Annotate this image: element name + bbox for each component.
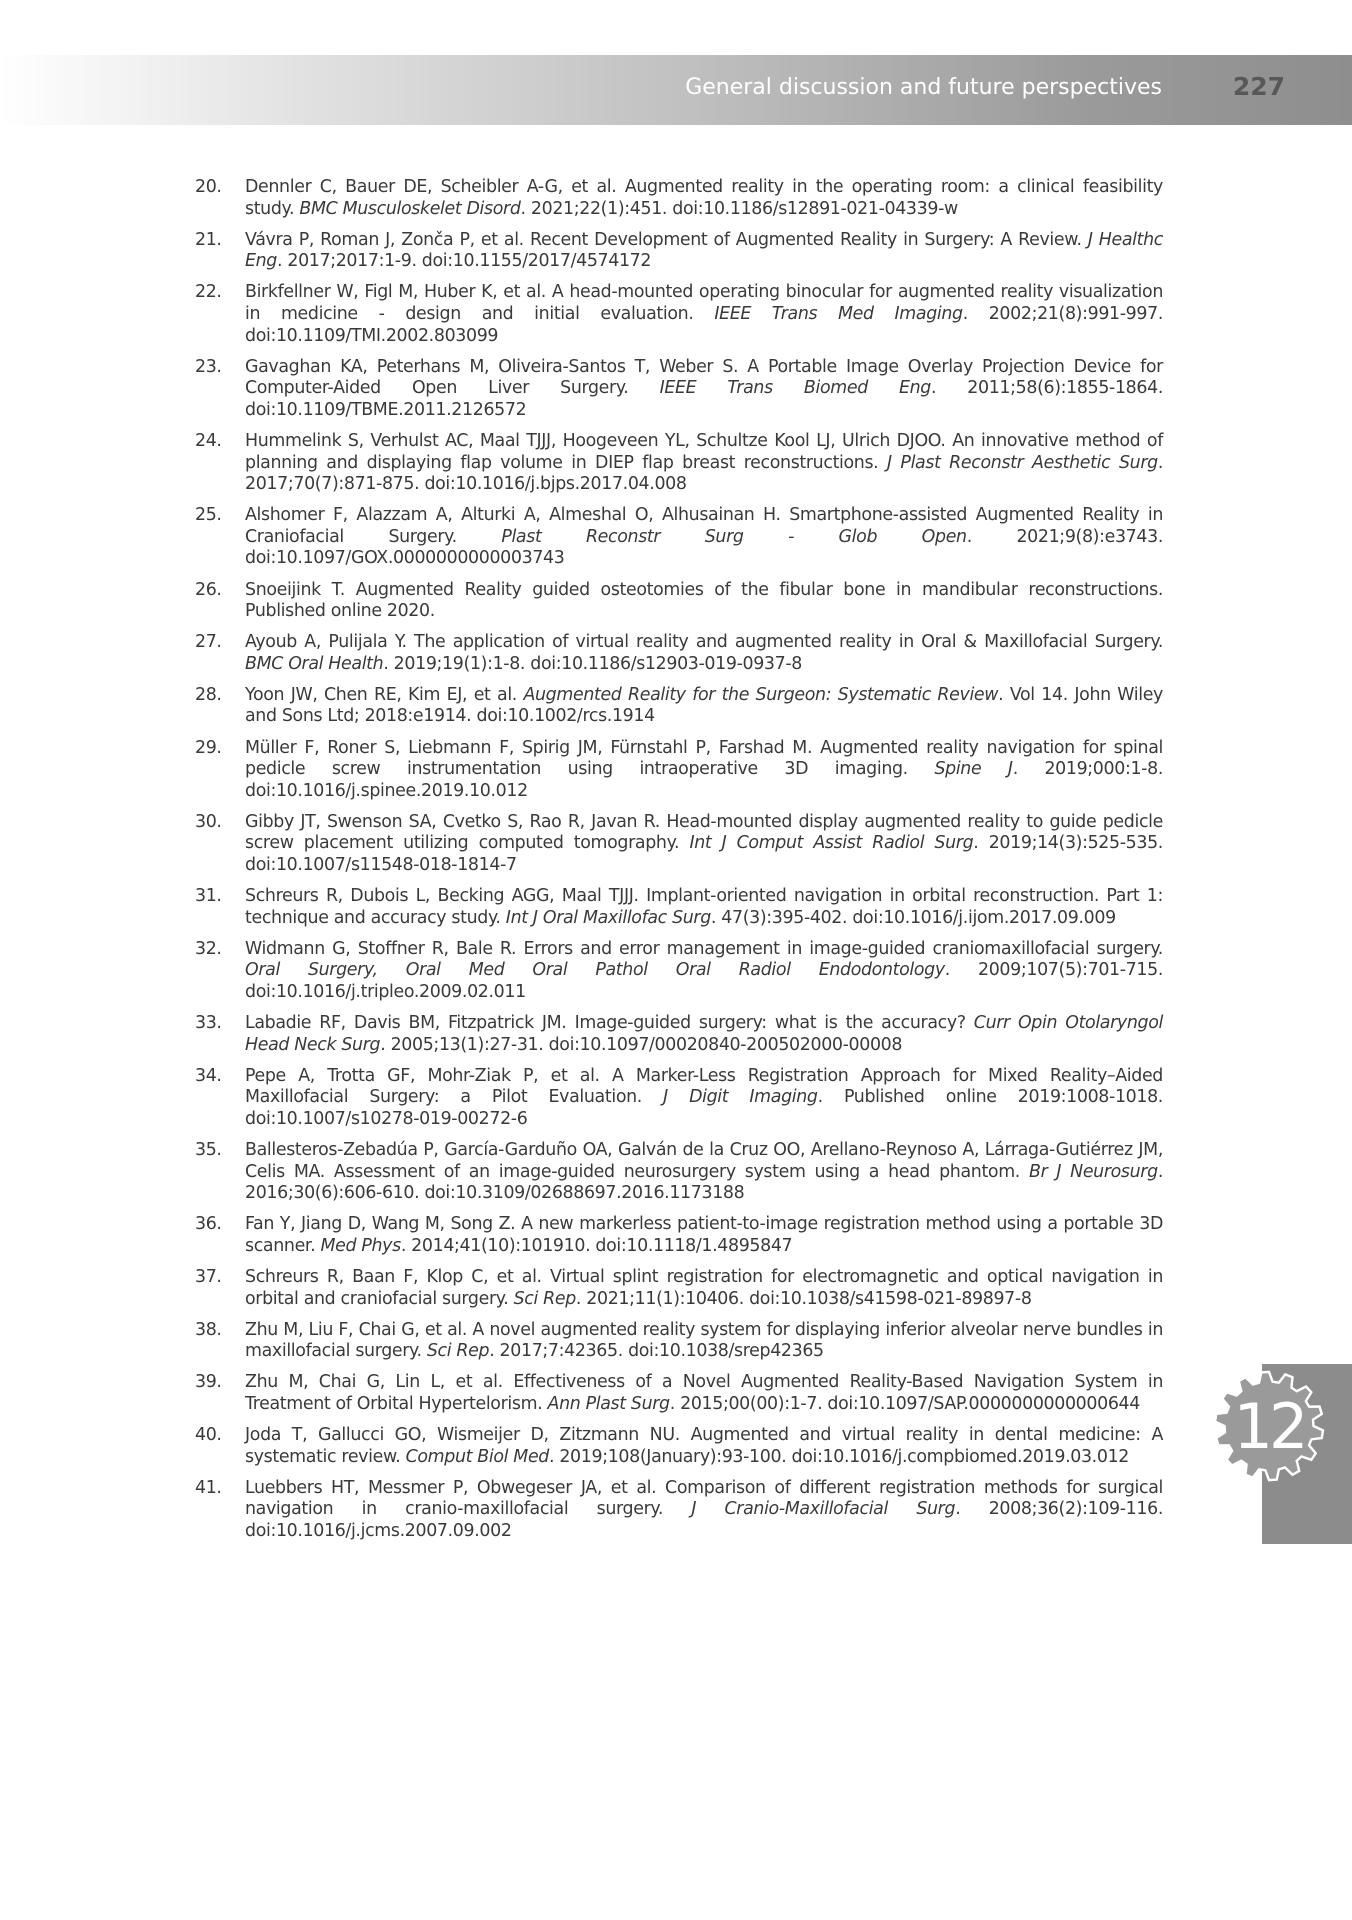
reference-citation: Widmann G, Stoffner R, Bale R. Errors and error management in image-guided craniomaxillofacial surgery. [245, 938, 1163, 959]
reference-text [245, 230, 1163, 272]
reference-item [195, 1140, 1163, 1205]
reference-citation: Gibby JT, Swenson SA, Cvetko S, Rao R, Javan R. Head-mounted display augmented reality to guide pedicle screw placement utilizing computed tomography. [245, 811, 1163, 854]
reference-details: . 2021;22(1):451. doi:10.1186/s12891-021-04339-w [520, 198, 958, 219]
reference-details: . 2019;000:1-8. doi:10.1016/j.spinee.2019.10.012 [245, 759, 1163, 801]
reference-journal: Br J Neurosurg [1028, 1161, 1158, 1182]
reference-journal: BMC Musculoskelet Disord [299, 198, 521, 219]
reference-citation: Dennler C, Bauer DE, Scheibler A-G, et al. Augmented reality in the operating room: a clinical feasibility study. [245, 177, 1163, 219]
reference-item [195, 1372, 1163, 1415]
reference-item [195, 357, 1163, 422]
reference-text [245, 505, 1163, 568]
reference-number: 20. [195, 177, 222, 197]
page-number: 227 [1232, 72, 1285, 101]
reference-number: 33. [195, 1013, 222, 1034]
reference-number: 40. [195, 1425, 222, 1446]
reference-text [245, 1267, 1163, 1309]
reference-item [195, 1267, 1163, 1310]
reference-citation: Yoon JW, Chen RE, Kim EJ, et al. [245, 684, 524, 705]
reference-details: . 2021;9(8):e3743. doi:10.1097/GOX.0000000000003743 [245, 526, 1164, 569]
reference-item [195, 431, 1163, 496]
reference-citation: Alshomer F, Alazzam A, Alturki A, Almeshal O, Alhusainan H. Smartphone-assisted Augmented Reality in Craniofacial Surgery. [245, 505, 1163, 547]
reference-journal: Int J Comput Assist Radiol Surg [689, 833, 974, 854]
reference-number: 22. [195, 282, 222, 303]
reference-item [195, 1320, 1163, 1363]
reference-journal: Spine J [934, 759, 1013, 780]
reference-text [245, 1140, 1163, 1203]
reference-number: 29. [195, 737, 222, 758]
reference-journal: Int J Oral Maxillofac Surg [505, 907, 711, 928]
reference-text [245, 738, 1163, 801]
reference-item [195, 812, 1163, 877]
reference-journal: Oral Surgery, Oral Med Oral Pathol Oral Radiol Endodontology [245, 960, 945, 981]
reference-journal: Comput Biol Med [405, 1446, 549, 1467]
running-header [0, 55, 1352, 125]
reference-journal: J Healthc Eng [245, 229, 1163, 272]
reference-number: 32. [195, 938, 222, 959]
reference-number: 35. [195, 1140, 222, 1161]
reference-number: 30. [195, 811, 222, 832]
reference-text [245, 1066, 1163, 1129]
reference-text [245, 812, 1163, 875]
reference-citation: Ayoub A, Pulijala Y. The application of virtual reality and augmented reality in Oral & Maxillofacial Surgery. [245, 632, 1163, 653]
reference-number: 27. [195, 632, 222, 653]
reference-citation: Ballesteros-Zebadúa P, García-Garduño OA, Galván de la Cruz OO, Arellano-Reynoso A, Lárraga-Gutiérrez JM, Celis MA. Assessment of an image-guided neurosurgery system using a head phantom. [245, 1140, 1163, 1182]
reference-citation: Gavaghan KA, Peterhans M, Oliveira-Santos T, Weber S. A Portable Image Overlay Projection Device for Computer-Aided Open Liver Surgery. [245, 356, 1163, 399]
reference-details: . 2017;70(7):871-875. doi:10.1016/j.bjps.2017.04.008 [245, 452, 1163, 495]
reference-item [195, 1013, 1163, 1056]
reference-item [195, 505, 1163, 570]
reference-citation: Luebbers HT, Messmer P, Obwegeser JA, et al. Comparison of different registration methods for surgical navigation in cranio-maxillofacial surgery. [245, 1477, 1163, 1520]
reference-item [195, 282, 1163, 347]
reference-details: . 2019;19(1):1-8. doi:10.1186/s12903-019-0937-8 [383, 653, 803, 674]
reference-number: 39. [195, 1372, 222, 1393]
reference-journal: Ann Plast Surg [547, 1394, 670, 1414]
reference-citation: Birkfellner W, Figl M, Huber K, et al. A head-mounted operating binocular for augmented reality visualization in medicine - design and initial evaluation. [245, 282, 1163, 324]
reference-details: . 2019;14(3):525-535. doi:10.1007/s11548-018-1814-7 [245, 833, 1163, 876]
chapter-title: General discussion and future perspectives [685, 75, 1162, 100]
reference-item [195, 580, 1163, 623]
reference-text [245, 1372, 1163, 1414]
reference-citation: Müller F, Roner S, Liebmann F, Spirig JM, Fürnstahl P, Farshad M. Augmented reality navigation for spinal pedicle screw instrumentation using intraoperative 3D imaging. [245, 737, 1163, 780]
reference-citation: Labadie RF, Davis BM, Fitzpatrick JM. Image-guided surgery: what is the accuracy? [245, 1013, 974, 1034]
reference-text [245, 177, 1163, 219]
reference-number: 21. [195, 229, 222, 250]
reference-details: . 2016;30(6):606-610. doi:10.3109/02688697.2016.1173188 [245, 1161, 1163, 1204]
reference-details: . 47(3):395-402. doi:10.1016/j.ijom.2017.09.009 [710, 907, 1116, 928]
reference-journal: IEEE Trans Med Imaging [714, 303, 963, 324]
reference-citation: Schreurs R, Baan F, Klop C, et al. Virtual splint registration for electromagnetic and optical navigation in orbital and craniofacial surgery. [245, 1267, 1163, 1309]
reference-number: 37. [195, 1267, 222, 1288]
reference-journal: Curr Opin Otolaryngol Head Neck Surg [245, 1013, 1163, 1055]
reference-journal: IEEE Trans Biomed Eng [659, 378, 931, 399]
reference-citation: Fan Y, Jiang D, Wang M, Song Z. A new markerless patient-to-image registration method using a portable 3D scanner. [245, 1214, 1163, 1256]
reference-journal: Sci Rep [513, 1288, 576, 1309]
reference-citation: Joda T, Gallucci GO, Wismeijer D, Zitzmann NU. Augmented and virtual reality in dental medicine: A systematic review. [245, 1425, 1163, 1467]
chapter-number: 12 [1233, 1389, 1305, 1463]
reference-details: . 2017;7:42365. doi:10.1038/srep42365 [489, 1341, 824, 1362]
reference-text [245, 1320, 1163, 1362]
reference-number: 41. [195, 1477, 222, 1498]
reference-list [195, 177, 1163, 1552]
reference-item [195, 685, 1163, 728]
reference-details: . 2011;58(6):1855-1864. doi:10.1109/TBME.2011.2126572 [245, 378, 1163, 420]
reference-journal: Plast Reconstr Surg - Glob Open [501, 526, 967, 547]
reference-journal: Sci Rep [426, 1341, 490, 1362]
reference-details: . 2014;41(10):101910. doi:10.1118/1.4895847 [400, 1235, 793, 1256]
reference-number: 25. [195, 505, 222, 526]
reference-citation: Vávra P, Roman J, Zonča P, et al. Recent Development of Augmented Reality in Surgery: A Review. [245, 229, 1088, 250]
reference-number: 31. [195, 886, 222, 907]
reference-details: . 2021;11(1):10406. doi:10.1038/s41598-021-89897-8 [575, 1288, 1032, 1309]
reference-item [195, 738, 1163, 803]
reference-text [245, 357, 1163, 420]
reference-text [245, 580, 1163, 622]
reference-journal: Augmented Reality for the Surgeon: Systematic Review [523, 684, 999, 705]
reference-details: . 2005;13(1):27-31. doi:10.1097/00020840-200502000-00008 [380, 1034, 903, 1055]
reference-details: . 2002;21(8):991-997. doi:10.1109/TMI.2002.803099 [245, 303, 1163, 346]
reference-item [195, 177, 1163, 220]
reference-item [195, 1214, 1163, 1257]
reference-citation: Snoeijink T. Augmented Reality guided osteotomies of the fibular bone in mandibular reconstructions. Published online 2020. [245, 579, 1163, 622]
reference-citation: Pepe A, Trotta GF, Mohr-Ziak P, et al. A Marker-Less Registration Approach for Mixed Reality–Aided Maxillofacial Surgery: a Pilot Evaluation. [245, 1065, 1163, 1108]
reference-text [245, 1214, 1163, 1256]
reference-item [195, 939, 1163, 1004]
reference-citation: Zhu M, Chai G, Lin L, et al. Effectiveness of a Novel Augmented Reality-Based Navigation System in Treatment of Orbital Hypertelorism. [245, 1372, 1163, 1414]
reference-citation: Hummelink S, Verhulst AC, Maal TJJJ, Hoogeveen YL, Schultze Kool LJ, Ulrich DJOO. An innovative method of planning and displaying flap volume in DIEP flap breast reconstructions. [245, 430, 1163, 473]
reference-citation: Zhu M, Liu F, Chai G, et al. A novel augmented reality system for displaying inferior alveolar nerve bundles in maxillofacial surgery. [245, 1319, 1163, 1362]
reference-item [195, 230, 1163, 273]
reference-journal: J Digit Imaging [663, 1087, 818, 1108]
reference-number: 34. [195, 1065, 222, 1086]
reference-item [195, 886, 1163, 929]
reference-item [195, 632, 1163, 675]
reference-item [195, 1425, 1163, 1468]
reference-number: 23. [195, 356, 222, 377]
reference-number: 26. [195, 579, 222, 600]
reference-text [245, 939, 1163, 1002]
reference-details: . 2019;108(January):93-100. doi:10.1016/j.compbiomed.2019.03.012 [548, 1446, 1129, 1467]
reference-number: 24. [195, 430, 222, 451]
reference-text [245, 1478, 1163, 1541]
reference-details: . 2015;00(00):1-7. doi:10.1097/SAP.0000000000000644 [669, 1394, 1140, 1414]
reference-text [245, 685, 1163, 727]
reference-text [245, 1013, 1163, 1055]
reference-text [245, 1425, 1163, 1467]
reference-text [245, 282, 1163, 345]
reference-citation: Schreurs R, Dubois L, Becking AGG, Maal TJJJ. Implant-oriented navigation in orbital reconstruction. Part 1: technique and accuracy study. [245, 886, 1163, 928]
reference-number: 28. [195, 684, 222, 705]
reference-journal: J Plast Reconstr Aesthetic Surg [887, 452, 1158, 473]
reference-details: . 2017;2017:1-9. doi:10.1155/2017/4574172 [277, 251, 652, 272]
reference-details: . Published online 2019:1008-1018. doi:10.1007/s10278-019-00272-6 [245, 1087, 1163, 1129]
reference-number: 38. [195, 1319, 222, 1340]
reference-journal: Med Phys [320, 1235, 401, 1256]
reference-number: 36. [195, 1214, 222, 1235]
reference-item [195, 1066, 1163, 1131]
reference-text [245, 431, 1163, 494]
reference-text [245, 886, 1163, 928]
reference-text [245, 632, 1163, 674]
reference-journal: BMC Oral Health [245, 653, 384, 674]
reference-details: . 2009;107(5):701-715. doi:10.1016/j.tripleo.2009.02.011 [245, 960, 1163, 1002]
reference-details: . 2008;36(2):109-116. doi:10.1016/j.jcms.2007.09.002 [245, 1499, 1163, 1541]
reference-item [195, 1478, 1163, 1543]
reference-journal: J Cranio-Maxillofacial Surg [691, 1499, 956, 1520]
reference-details: . Vol 14. John Wiley and Sons Ltd; 2018:e1914. doi:10.1002/rcs.1914 [245, 684, 1163, 727]
